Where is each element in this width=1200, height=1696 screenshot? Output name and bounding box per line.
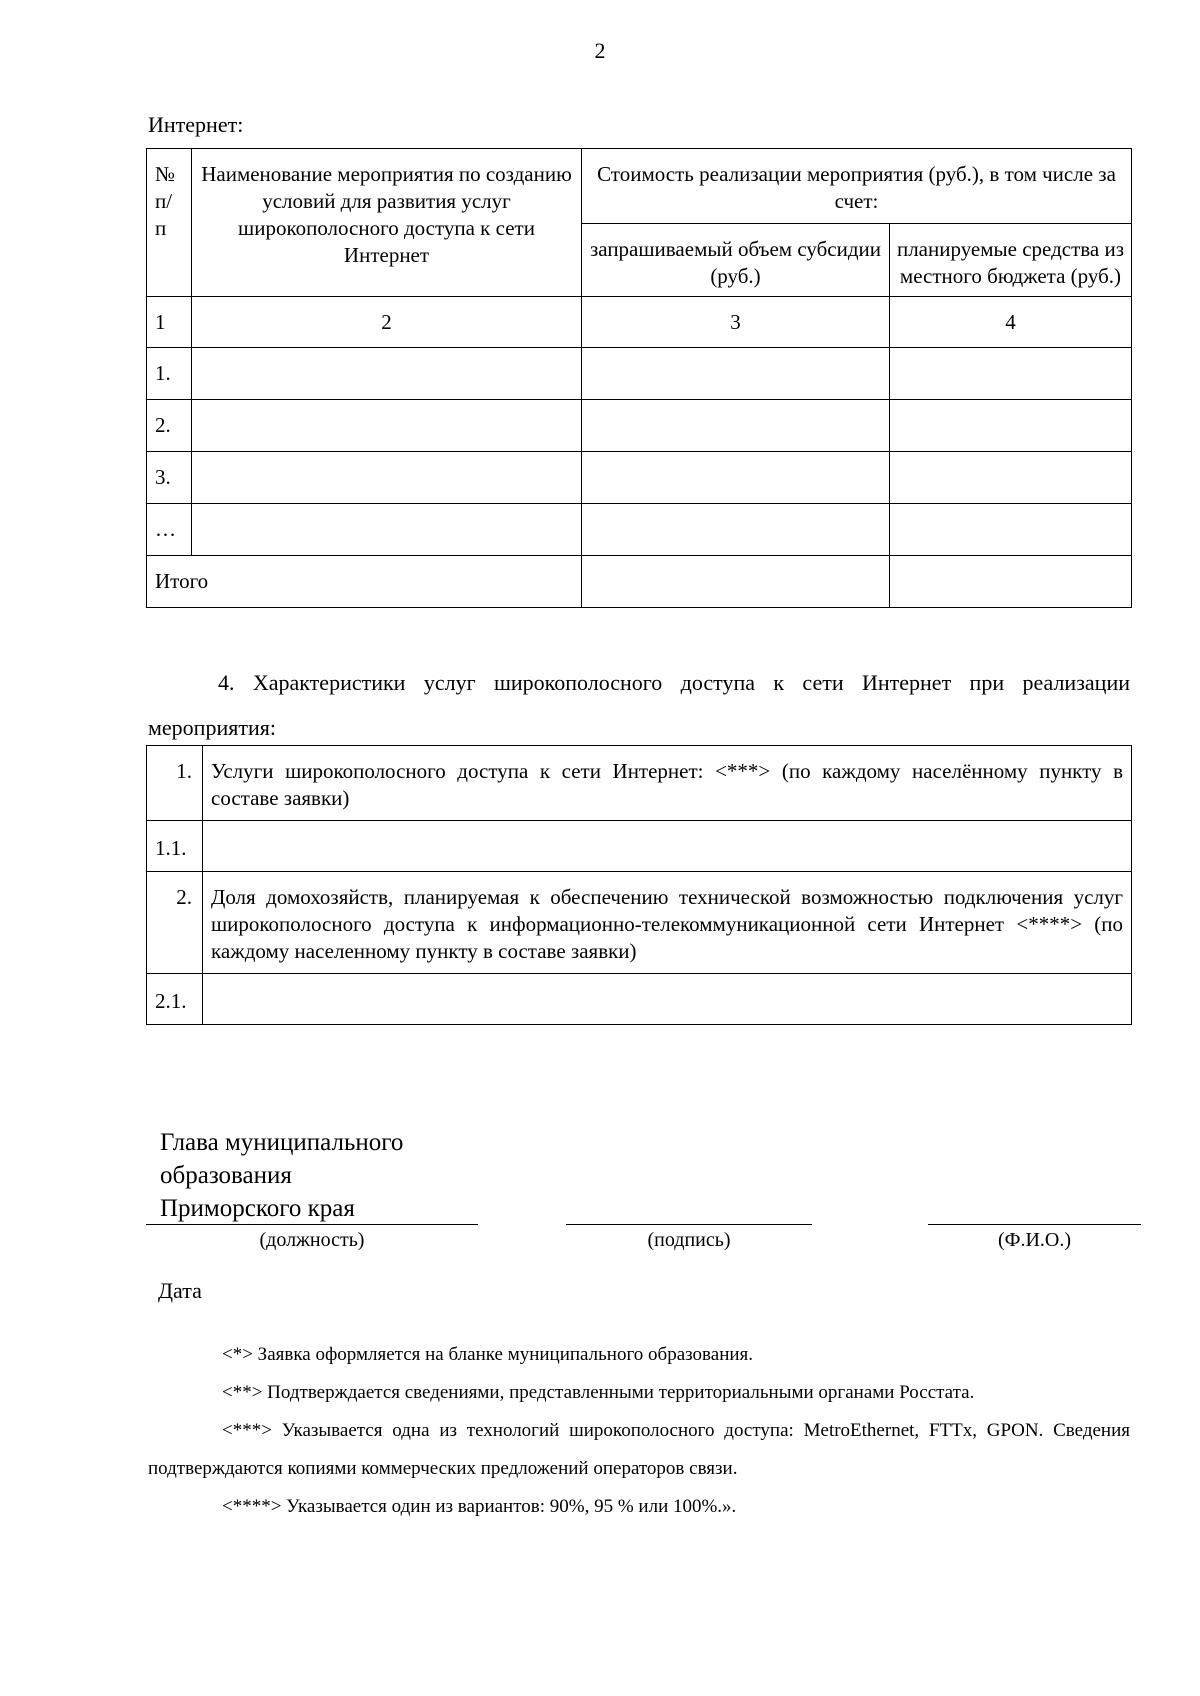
table-row — [147, 821, 1132, 872]
subsidy-cell — [582, 348, 890, 400]
event-name-cell — [192, 504, 582, 556]
section-4-text: 4. Характеристики услуг широкополосного доступа к сети Интернет при реализации мероприятия: — [148, 670, 1130, 740]
header-event-name: Наименование мероприятия по созданию условий для развития услуг широкополосного доступа к сети Интернет — [192, 149, 582, 297]
section-4-heading — [148, 660, 1130, 750]
table-row — [147, 452, 1132, 504]
column-number-row — [147, 297, 1132, 348]
characteristics-table — [146, 745, 1132, 1025]
row-text — [203, 821, 1132, 872]
footnote: <***> Указывается одна из технологий широкополосного доступа: MetroEthernet, FTTx, GPON. Сведения подтверждаются копиями коммерческих предложений операторов связи. — [148, 1420, 1130, 1479]
row-number: 2. — [147, 872, 203, 974]
subsidy-total-cell — [582, 556, 890, 608]
footnote: <*> Заявка оформляется на бланке муниципального образования. — [222, 1344, 754, 1365]
local-budget-cell — [890, 400, 1132, 452]
signature-line — [566, 1224, 812, 1225]
header-subsidy: запрашиваемый объем субсидии (руб.) — [582, 224, 890, 297]
event-name-cell — [192, 400, 582, 452]
row-number: 2.1. — [147, 974, 203, 1025]
row-number: … — [147, 504, 192, 556]
signature-caption: (подпись) — [647, 1229, 731, 1251]
row-number: 1.1. — [147, 821, 203, 872]
column-number: 3 — [582, 297, 890, 348]
footnote: <**> Подтверждается сведениями, представленными территориальными органами Росстата. — [222, 1382, 975, 1403]
table-row — [147, 974, 1132, 1025]
total-row — [147, 556, 1132, 608]
table-row — [147, 400, 1132, 452]
subsidy-cell — [582, 452, 890, 504]
signatory-title — [160, 1126, 403, 1225]
intro-text: Интернет: — [148, 112, 244, 137]
signatory-title-line: Глава муниципального — [160, 1129, 404, 1156]
footnote: <****> Указывается один из вариантов: 90%, 95 % или 100%.». — [222, 1496, 737, 1517]
footnotes — [148, 1336, 1130, 1526]
table-row — [147, 348, 1132, 400]
date-label: Дата — [158, 1278, 202, 1303]
total-label: Итого — [147, 556, 582, 608]
row-text: Доля домохозяйств, планируемая к обеспечению технической возможностью подключения услуг широкополосного доступа к информационно-телекоммуникационной сети Интернет <****> (по каждому населенному пункту в составе заявки) — [203, 872, 1132, 974]
header-local-budget: планируемые средства из местного бюджета (руб.) — [890, 224, 1132, 297]
signatory-title-line: Приморского края — [160, 1195, 355, 1222]
row-number: 2. — [147, 400, 192, 452]
row-number: 1. — [147, 348, 192, 400]
position-line — [146, 1224, 478, 1225]
local-budget-total-cell — [890, 556, 1132, 608]
position-caption: (должность) — [259, 1229, 365, 1251]
column-number: 2 — [192, 297, 582, 348]
local-budget-cell — [890, 504, 1132, 556]
column-number: 1 — [147, 297, 192, 348]
row-text — [203, 974, 1132, 1025]
row-number: 1. — [147, 746, 203, 821]
header-cost: Стоимость реализации мероприятия (руб.), в том числе за счет: — [582, 149, 1132, 224]
row-number: 3. — [147, 452, 192, 504]
table-row — [147, 746, 1132, 821]
name-caption: (Ф.И.О.) — [997, 1229, 1071, 1251]
row-text: Услуги широкополосного доступа к сети Интернет: <***> (по каждому населённому пункту в составе заявки) — [203, 746, 1132, 821]
subsidy-cell — [582, 400, 890, 452]
column-number: 4 — [890, 297, 1132, 348]
event-name-cell — [192, 452, 582, 504]
header-number: № п/ п — [147, 149, 192, 297]
local-budget-cell — [890, 348, 1132, 400]
page-number: 2 — [594, 38, 606, 63]
table-row — [147, 504, 1132, 556]
event-name-cell — [192, 348, 582, 400]
costs-table — [146, 148, 1132, 608]
name-line — [928, 1224, 1141, 1225]
subsidy-cell — [582, 504, 890, 556]
signatory-title-line: образования — [160, 1162, 292, 1189]
table-row — [147, 872, 1132, 974]
local-budget-cell — [890, 452, 1132, 504]
